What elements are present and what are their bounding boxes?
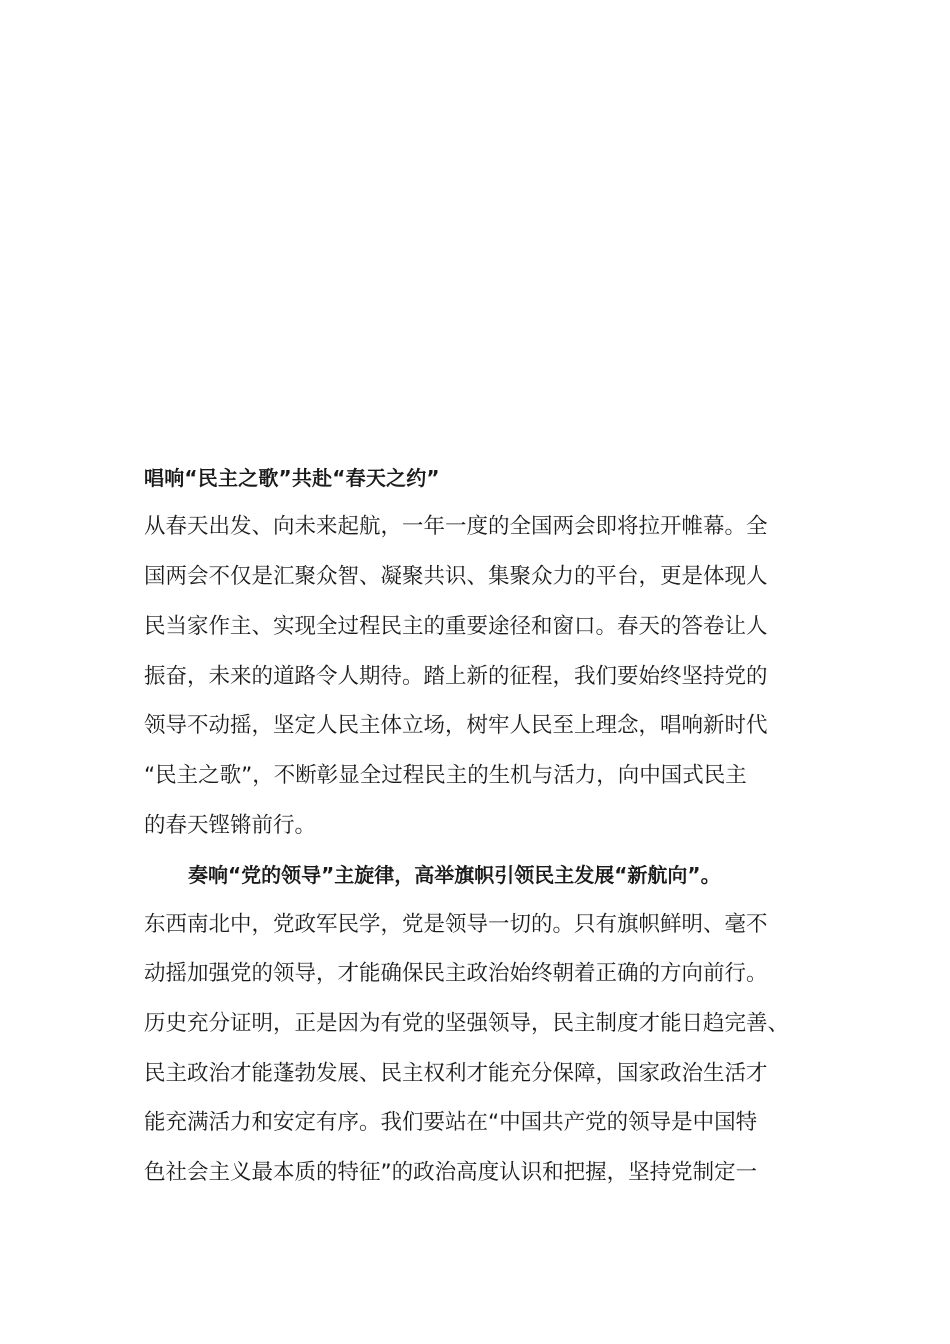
- body-line: 的春天铿锵前行。: [144, 813, 317, 838]
- body-line: 东西南北中，党政军民学，党是领导一切的。只有旗帜鲜明、毫不: [144, 912, 768, 937]
- body-line: 动摇加强党的领导，才能确保民主政治始终朝着正确的方向前行。: [144, 961, 768, 986]
- body-line: 色社会主义最本质的特征”的政治高度认识和把握，坚持党制定一: [144, 1160, 758, 1185]
- body-line: 从春天出发、向未来起航，一年一度的全国两会即将拉开帷幕。全: [144, 514, 768, 539]
- body-line: 领导不动摇，坚定人民主体立场，树牢人民至上理念，唱响新时代: [144, 713, 768, 738]
- body-line: 历史充分证明，正是因为有党的坚强领导，民主制度才能日趋完善、: [144, 1011, 790, 1036]
- body-line: 振奋，未来的道路令人期待。踏上新的征程，我们要始终坚持党的: [144, 664, 768, 689]
- body-line: 民当家作主、实现全过程民主的重要途径和窗口。春天的答卷让人: [144, 614, 768, 639]
- body-line: 国两会不仅是汇聚众智、凝聚共识、集聚众力的平台，更是体现人: [144, 564, 768, 589]
- section-heading: 奏响“党的领导”主旋律，高举旗帜引领民主发展“新航向”。: [188, 863, 721, 887]
- document-title: 唱响“民主之歌”共赴“春天之约”: [144, 466, 440, 490]
- body-line: “民主之歌”，不断彰显全过程民主的生机与活力，向中国式民主: [144, 763, 747, 788]
- body-line: 能充满活力和安定有序。我们要站在“中国共产党的领导是中国特: [144, 1110, 758, 1135]
- body-line: 民主政治才能蓬勃发展、民主权利才能充分保障，国家政治生活才: [144, 1061, 768, 1086]
